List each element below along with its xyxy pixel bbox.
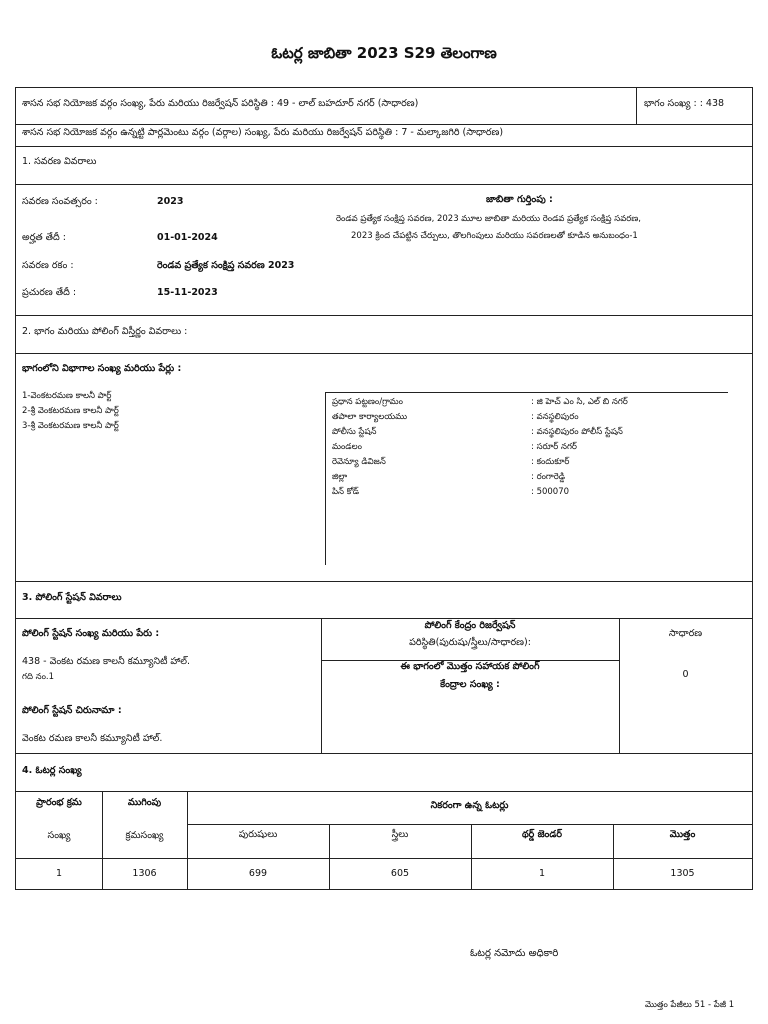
roll-identification-heading: జాబితా గుర్తింపు : bbox=[486, 194, 553, 205]
section-names-heading: భాగంలోని విభాగాల సంఖ్య మరియు పేర్లు : bbox=[22, 363, 182, 374]
section-name-2: 2-శ్రీ వెంకటరమణ కాలనీ పార్ట్ bbox=[22, 406, 119, 416]
polling-station-value: 438 - వెంకట రమణ కాలనీ కమ్యూనిటీ హాల్. bbox=[22, 656, 190, 667]
page-title: ఓటర్ల జాబితా 2023 S29 తెలంగాణ bbox=[271, 44, 497, 62]
aux-stations-label-2: కేంద్రాల సంఖ్య : bbox=[440, 679, 500, 690]
mandal-value: : సరూర్ నగర్ bbox=[531, 442, 577, 452]
post-office-label: తపాలా కార్యాలయము bbox=[332, 412, 408, 422]
mandal-label: మండలం bbox=[332, 442, 362, 452]
revision-type-value: రెండవ ప్రత్యేక సంక్షిప్త సవరణ 2023 bbox=[157, 260, 295, 271]
roll-frame bbox=[15, 87, 753, 890]
aux-stations-label-1: ఈ భాగంలో మొత్తం సహాయక పోలింగ్ bbox=[400, 661, 540, 672]
start-serial-header-1: ప్రారంభ క్రమ bbox=[36, 797, 82, 808]
revision-year-label: సవరణ సంవత్సరం : bbox=[22, 196, 98, 207]
third-gender-value: 1 bbox=[538, 868, 546, 879]
polling-station-address-label: పోలింగ్ స్టేషన్ చిరునామా : bbox=[22, 705, 122, 716]
district-value: : రంగారెడ్డి bbox=[531, 472, 566, 482]
roll-identification-text-2: 2023 క్రింద చేపట్టిన చేర్పులు, తొలగింపులు మరియు సవరణలతో కూడిన అనుబంధం-1 bbox=[351, 231, 638, 241]
female-header: స్త్రీలు bbox=[391, 829, 409, 840]
revision-year-value: 2023 bbox=[157, 196, 184, 207]
male-value: 699 bbox=[248, 868, 268, 879]
publication-date-label: ప్రచురణ తేదీ : bbox=[22, 287, 77, 298]
police-station-value: : వనస్థలిపురం పోలీస్ స్టేషన్ bbox=[531, 427, 623, 437]
start-serial-value: 1 bbox=[55, 868, 63, 879]
female-value: 605 bbox=[390, 868, 410, 879]
end-serial-header-1: ముగింపు bbox=[127, 797, 162, 808]
pin-code-label: పిన్ కోడ్ bbox=[332, 487, 360, 497]
main-town-label: ప్రధాన పట్టణం/గ్రామం bbox=[332, 397, 403, 407]
section4-heading: 4. ఓటర్ల సంఖ్య bbox=[22, 765, 82, 776]
pin-code-value: : 500070 bbox=[531, 487, 570, 497]
roll-identification-text-1: రెండవ ప్రత్యేక సంక్షిప్త సవరణ, 2023 మూల జాబితా మరియు రెండవ ప్రత్యేక సంక్షిప్త సవరణ, bbox=[336, 214, 642, 224]
male-header: పురుషులు bbox=[238, 829, 278, 840]
start-serial-header-2: సంఖ్య bbox=[47, 830, 71, 841]
section1-heading: 1. సవరణ వివరాలు bbox=[22, 156, 97, 167]
qualifying-date-value: 01-01-2024 bbox=[157, 232, 218, 243]
section3-heading: 3. పోలింగ్ స్టేషన్ వివరాలు bbox=[22, 592, 122, 603]
aux-stations-value: 0 bbox=[682, 669, 689, 680]
section-name-3: 3-శ్రీ వెంకటరమణ కాలనీ పార్ట్ bbox=[22, 421, 119, 431]
revenue-division-label: రెవెన్యూ డివిజన్ bbox=[332, 457, 386, 467]
end-serial-value: 1306 bbox=[132, 868, 157, 879]
polling-station-label: పోలింగ్ స్టేషన్ సంఖ్య మరియు పేరు : bbox=[22, 628, 160, 639]
page-footer: మొత్తం పేజీలు 51 - పేజీ 1 bbox=[645, 1000, 735, 1010]
polling-station-room: గది నం.1 bbox=[22, 672, 55, 682]
reservation-label-1: పోలింగ్ కేంద్రం రిజర్వేషన్ bbox=[424, 620, 516, 631]
end-serial-header-2: క్రమసంఖ్య bbox=[125, 830, 164, 841]
qualifying-date-label: అర్హత తేదీ : bbox=[22, 232, 66, 243]
main-town-value: : జి హెచ్ ఎం సి, ఎల్ బి నగర్ bbox=[531, 397, 628, 407]
revenue-division-value: : కందుకూర్ bbox=[531, 457, 570, 467]
reservation-value: సాధారణ bbox=[668, 628, 703, 639]
part-number: భాగం సంఖ్య : : 438 bbox=[644, 98, 725, 109]
total-header: మొత్తం bbox=[669, 829, 696, 840]
section2-heading: 2. భాగం మరియు పోలింగ్ విస్తీర్ణం వివరాలు : bbox=[22, 326, 188, 337]
reservation-label-2: పరిస్థితి(పురుషు/స్త్రీలు/సాధారణ): bbox=[409, 637, 531, 648]
third-gender-header: థర్డ్ జెండర్ bbox=[521, 829, 563, 840]
parliament-constituency-line: శాసన సభ నియోజక వర్గం ఉన్నట్టి పార్లమెంటు వర్గం (వర్గాల) సంఖ్య, పేరు మరియు రిజర్వేషన్ పరిస్థితి : 7 - మల్కాజగిరి (సాధారణ) bbox=[22, 127, 504, 138]
electoral-registration-officer: ఓటర్ల నమోదు అధికారి bbox=[470, 948, 559, 959]
revision-type-label: సవరణ రకం : bbox=[22, 260, 74, 271]
total-value: 1305 bbox=[670, 868, 695, 879]
district-label: జిల్లా bbox=[332, 472, 348, 482]
police-station-label: పోలీసు స్టేషన్ bbox=[332, 427, 377, 437]
net-voters-header: నికరంగా ఉన్న ఓటర్లు bbox=[430, 800, 509, 811]
assembly-constituency-line: శాసన సభ నియోజక వర్గం సంఖ్య, పేరు మరియు రిజర్వేషన్ పరిస్థితి : 49 - లాల్ బహదూర్ నగర్ (సాధారణ) bbox=[22, 98, 419, 109]
publication-date-value: 15-11-2023 bbox=[157, 287, 218, 298]
post-office-value: : వనస్థలిపురం bbox=[531, 412, 579, 422]
polling-station-address-value: వెంకట రమణ కాలనీ కమ్యూనిటీ హాల్. bbox=[22, 733, 163, 744]
section-name-1: 1-వెంకటరమణ కాలనీ పార్ట్ bbox=[22, 391, 112, 401]
